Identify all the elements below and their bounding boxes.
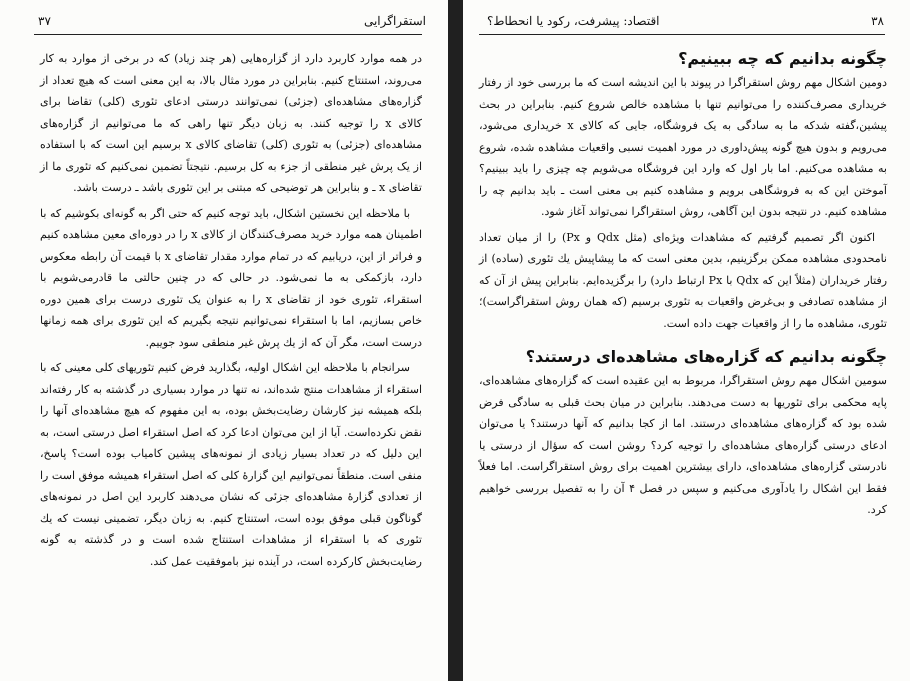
page-number: ۳۸ (871, 14, 884, 28)
book-gutter (448, 0, 463, 681)
paragraph: با ملاحظه این نخستین اشکال، باید توجه کنیم که حتی اگر به گونه‌ای بکوشیم که با اطمینان همه موارد خرید مصرف‌کنندگان از کالای x را در دوره‌ای معین مشاهده کنیم و فراتر از این، دریابیم که در تمام موارد مقدار تقاضای x با قیمت آن رابطه معکوس دارد، بازکمکی به ما نمی‌شود. در حالی که در چنین حالتی ما قادرمی‌شویم با استقراء، تئوری خود از تقاضای x را به عنوان یک تئوری درست برای همین دوره خاص بسازیم، اما با استقراء نمی‌توانیم نتیجه بگیریم که این تئوری برای همه زمانها درست است، مگر آن که از یك پرش غیر منطقی سود جوییم. (40, 206, 423, 349)
paragraph: سومین اشکال مهم روش استقراگرا، مربوط به این عقیده است که گزاره‌های مشاهده‌ای، پایه محکمی برای تئوریها به دست می‌دهند. بنابراین در میان بحث قبلی به سادگی فرض شده بود که گزاره‌های مشاهده‌ای درستند. اما از کجا بدانیم که آنها درستند؟ یا می‌توان ادعای درستی گزاره‌های مشاهده‌ای را توجیه کرد؟ روشن است که سؤال از درستی یا نادرستی گزاره‌های مشاهده‌ای، دارای بیشترین اهمیت برای روش استقراگراست. اما فعلاً فقط این اشکال را یادآوری می‌کنیم و سپس در فصل ۴ آن را به تفصیل بررسی خواهیم کرد. (479, 374, 887, 516)
right-page (463, 0, 910, 681)
paragraph: سرانجام با ملاحظه این اشکال اولیه، بگذارید فرض کنیم تئوریهای کلی معینی که با استقراء از مشاهدات منتج شده‌اند، نه تنها در موارد بسیاری در گذشته به کار رفته‌اند بلکه همیشه نیز کارشان رضایت‌بخش بوده، به این مفهوم که هیچ مشاهده‌ای آنها را نقض نکرده‌است. آیا از این می‌توان ادعا کرد که اصل استقراء اصل درستی است، به این دلیل که در تعداد بسیار زیادی از نمونه‌های پیشین کامیاب بوده است؟ پاسخ، منفی است. منطقاً نمی‌توانیم این گزارهٔ کلی که اصل استقراء همیشه موفق است را از تعدادی گزارهٔ مشاهده‌ای جزئی که نشان می‌دهند کاربرد این اصل در نمونه‌های گوناگون قبلی موفق بوده است، استنتاج کنیم. به زبان دیگر، تضمینی نیست که یك تئوری که با استقراء از مشاهدات استنتاج شده است و در گذشته به گونه رضایت‌بخش کارکرده است، در آینده نیز باموفقیت عمل کند. (40, 361, 422, 568)
left-page (0, 0, 448, 681)
page-number: ۳۷ (38, 14, 51, 28)
page-body (479, 46, 887, 521)
paragraph: اکنون اگر تصمیم گرفتیم که مشاهدات ویژه‌ای (مثل Qdx و Px) را از میان تعداد نامحدودی مشاهده ممکن برگزینیم، بدین معنی است که ما پیشاپیش یك تئوری (ساده) از رفتار خریداران (مثلاً این که Qdx با Px ارتباط دارد) را برگزیده‌ایم. بنابراین پیش از آن که از مشاهده تصادفی و بی‌غرض واقعیات به تئوری برسیم (که همان روش استقراگراست)؛ تئوری، مشاهده ما را از واقعیات جهت داده است. (479, 230, 888, 330)
paragraph: دومین اشکال مهم روش استقراگرا در پیوند با این اندیشه است که ما بررسی خود از رفتار خریداری مصرف‌کننده را می‌توانیم تنها با مشاهده خالص شروع کنیم. بنابراین در بحث پیشین،گفته شدکه ما به سادگی به یک فروشگاه، جایی که کالای x خریداری می‌شود، می‌رویم و بدون هیچ گونه پیش‌داوری در مورد اهمیت نسبی واقعیات مشاهده شده، شروع به مشاهده می‌کنیم. اما بار اول که وارد این فروشگاه می‌شویم چه چیزی را باید ببینیم؟ آموختن این که به فروشگاهی برویم و مشاهده کنیم بی معنی است ـ باید بدانیم چه را مشاهده کنیم. در نتیجه بدون این آگاهی، روش استقراگرا نمی‌تواند آغاز شود. (479, 76, 887, 218)
section-heading: چگونه بدانیم که گزاره‌های مشاهده‌ای درستند؟ (525, 347, 887, 366)
header-rule (479, 34, 885, 35)
running-title: اقتصاد: پیشرفت، رکود یا انحطاط؟ (487, 14, 660, 28)
running-title: استقراگرایی (363, 14, 426, 28)
paragraph: در همه موارد کاربرد دارد از گزاره‌هایی (هر چند زیاد) که در برخی از موارد به کار می‌روند، استنتاج کنیم. بنابراین در مورد مثال بالا، به این معنی است که هیچ تعداد از گزاره‌های مشاهده‌ای (جزئی) نمی‌توانند درستی ادعای تئوری (کلی) تقاضا برای کالای x را توجیه کنند. به زبان دیگر تنها راهی که ما می‌توانیم از گزاره‌های مشاهده‌ای (جزئی) به تئوری (کلی) تقاضای کالای x برسیم این است که با استفاده از یک پرش غیر منطقی از جزء به کل برسیم. نتیجتاً تضمین نمی‌کنیم که تئوری ما از تقاضای x ـ و بنابراین هر توضیحی که مبتنی بر این تئوری باشد ـ درست باشد. (40, 52, 423, 194)
section-heading: چگونه بدانیم که چه ببینیم؟ (678, 49, 887, 68)
header-rule (34, 34, 422, 35)
page-body (40, 48, 422, 572)
